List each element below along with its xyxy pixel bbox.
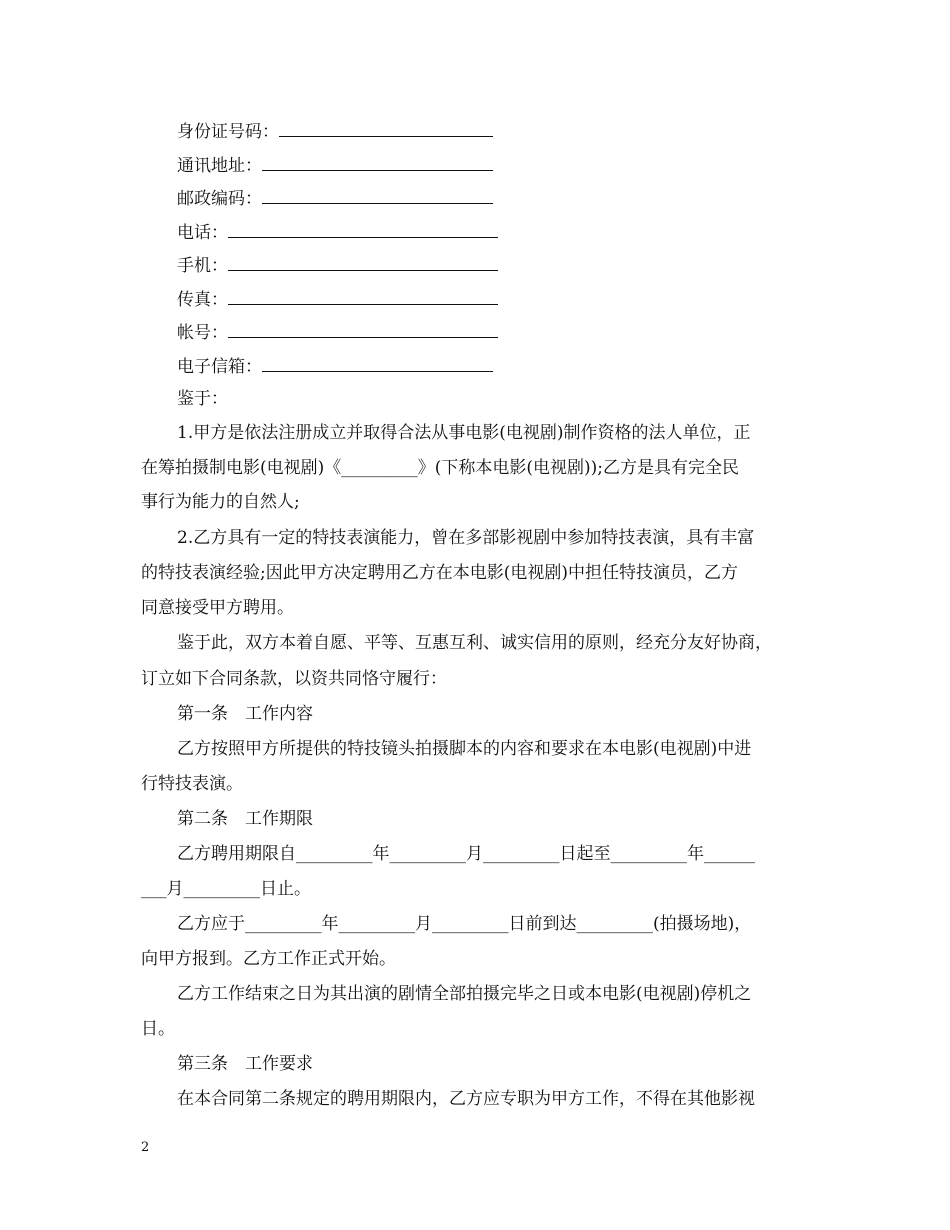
recital-1-line: 在筹拍摄制电影(电视剧)《_________》(下称本电影(电视剧));乙方是具有完全民 — [141, 458, 740, 478]
recital-1-line: 1.甲方是依法注册成立并取得合法从事电影(电视剧)制作资格的法人单位，正 — [177, 423, 751, 443]
account-field — [177, 321, 498, 344]
id-number-field — [177, 120, 493, 143]
mobile-field — [177, 254, 498, 277]
fill-in-blank — [279, 120, 493, 137]
fax-field — [177, 288, 498, 311]
field-label: 帐号： — [177, 323, 228, 343]
preamble-line: 订立如下合同条款，以资共同恪守履行： — [141, 669, 447, 689]
field-label: 手机： — [177, 256, 228, 276]
article-2-line: 乙方聘用期限自_________年_________月_________日起至_________年______ — [177, 844, 755, 864]
address-field — [177, 154, 493, 177]
article-2-title: 第二条 工作期限 — [177, 809, 313, 829]
phone-field — [177, 221, 498, 244]
field-label: 身份证号码： — [177, 122, 279, 142]
field-label: 电话： — [177, 223, 228, 243]
article-2-line: ___月_________日止。 — [141, 879, 311, 899]
article-3-title: 第三条 工作要求 — [177, 1054, 313, 1074]
fill-in-blank — [228, 254, 498, 271]
article-3-line: 在本合同第二条规定的聘用期限内，乙方应专职为甲方工作，不得在其他影视 — [177, 1089, 755, 1109]
article-1-line: 乙方按照甲方所提供的特技镜头拍摄脚本的内容和要求在本电影(电视剧)中进 — [177, 739, 752, 759]
article-1-title: 第一条 工作内容 — [177, 704, 313, 724]
fill-in-blank — [228, 288, 498, 305]
article-2-line: 向甲方报到。乙方工作正式开始。 — [141, 949, 396, 969]
recital-2-line: 的特技表演经验;因此甲方决定聘用乙方在本电影(电视剧)中担任特技演员，乙方 — [141, 563, 738, 583]
field-label: 邮政编码： — [177, 189, 262, 209]
fill-in-blank — [262, 187, 493, 204]
recital-1-line: 事行为能力的自然人; — [141, 492, 300, 512]
email-field — [177, 355, 493, 378]
field-label: 电子信箱： — [177, 357, 262, 377]
preamble-line: 鉴于此，双方本着自愿、平等、互惠互利、诚实信用的原则，经充分友好协商， — [177, 633, 772, 653]
fill-in-blank — [262, 355, 493, 372]
article-2-line: 乙方工作结束之日为其出演的剧情全部拍摄完毕之日或本电影(电视剧)停机之 — [177, 984, 752, 1004]
article-2-line: 乙方应于_________年_________月_________日前到达_________(拍摄场地)， — [177, 914, 752, 934]
recital-2-line: 2.乙方具有一定的特技表演能力，曾在多部影视剧中参加特技表演，具有丰富 — [177, 528, 755, 548]
whereas-heading: 鉴于： — [177, 389, 228, 409]
field-label: 通讯地址： — [177, 156, 262, 176]
fill-in-blank — [228, 321, 498, 338]
field-label: 传真： — [177, 290, 228, 310]
article-1-line: 行特技表演。 — [141, 774, 243, 794]
fill-in-blank — [228, 221, 498, 238]
page-number: 2 — [141, 1140, 150, 1155]
postal-code-field — [177, 187, 493, 210]
recital-2-line: 同意接受甲方聘用。 — [141, 598, 294, 618]
fill-in-blank — [262, 154, 493, 171]
article-2-line: 日。 — [141, 1019, 175, 1039]
